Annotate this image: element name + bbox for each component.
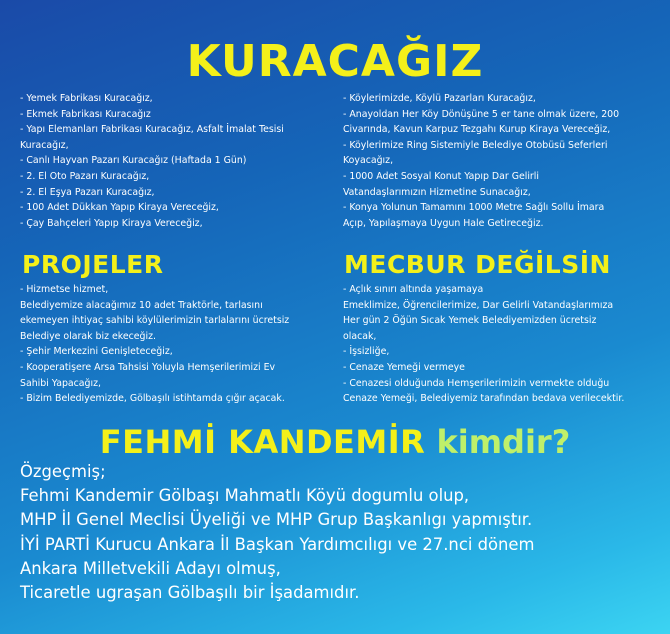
projeler-title: PROJELER [22, 250, 164, 279]
list-item: - 100 Adet Dükkan Yapıp Kiraya Vereceğiz, [20, 202, 219, 214]
list-item: - Anayoldan Her Köy Dönüşüne 5 er tane olmak üzere, 200 [343, 108, 620, 120]
list-item: Belediye olarak biz ekeceğiz. [20, 330, 156, 342]
list-item: - Bizim Belediyemizde, Gölbaşılı istihtamda çığır açacak. [20, 393, 285, 405]
list-item: Cenaze Yemeği, Belediyemiz tarafından bedava verilecektir. [343, 393, 625, 405]
list-item: - Canlı Hayvan Pazarı Kuracağız (Haftada 1 Gün) [20, 155, 247, 167]
list-item: - Yapı Elemanları Fabrikası Kuracağız, Asfalt İmalat Tesisi [20, 124, 284, 136]
list-item: - 2. El Eşya Pazarı Kuracağız, [20, 186, 155, 198]
list-item: - İşsizliğe, [343, 346, 390, 358]
list-item: - Konya Yolunun Tamamını 1000 Metre Sağlı Sollu İmara [343, 202, 605, 214]
list-item: - Yemek Fabrikası Kuracağız, [20, 93, 153, 104]
list-item: Belediyemize alacağımız 10 adet Traktörle, tarlasını [20, 299, 263, 311]
list-item: - Cenazesi olduğunda Hemşerilerimizin vermekte olduğu [343, 377, 610, 389]
kuracagiz-list-right [343, 91, 653, 231]
list-item: - Şehir Merkezini Genişleteceğiz, [20, 346, 173, 358]
list-item: - Kooperatişere Arsa Tahsisi Yoluyla Hemşerilerimizi Ev [20, 361, 276, 373]
list-item: - Ekmek Fabrikası Kuracağız [20, 108, 151, 120]
bio-line: MHP İl Genel Meclisi Üyeliği ve MHP Grup Başkanlıgı yapmıştır. [20, 510, 533, 530]
list-item: - Hizmetse hizmet, [20, 284, 109, 295]
kuracagiz-list-left [20, 91, 320, 231]
mecbur-title: MECBUR DEĞİLSİN [344, 250, 611, 279]
list-item: olacak, [343, 330, 377, 342]
candidate-name: FEHMİ KANDEMİR [99, 423, 426, 461]
bio-line: İYİ PARTİ Kurucu Ankara İl Başkan Yardımcılıgı ve 27.nci dönem [20, 534, 535, 554]
list-item: - 1000 Adet Sosyal Konut Yapıp Dar Gelirli [343, 170, 539, 182]
list-item: Açıp, Yapılaşmaya Uygun Hale Getireceğiz. [343, 217, 544, 229]
list-item: - Köylerimize Ring Sistemiyle Belediye Otobüsü Seferleri [343, 139, 608, 151]
list-item: Emeklimize, Öğrencilerimize, Dar Gelirli Vatandaşlarımıza [343, 299, 614, 311]
main-title: KURACAĞIZ [186, 36, 484, 87]
list-item: - Açlık sınırı altında yaşamaya [343, 284, 484, 295]
list-item: - Çay Bahçeleri Yapıp Kiraya Vereceğiz, [20, 217, 203, 229]
list-item: Koyacağız, [343, 155, 394, 167]
bio-line: Özgeçmiş; [20, 462, 106, 481]
list-item: Sahibi Yapacağız, [20, 377, 102, 389]
bio-line: Ticaretle ugraşan Gölbaşılı bir İşadamıdır. [20, 583, 360, 603]
list-item: Vatandaşlarımızın Hizmetine Sunacağız, [343, 186, 531, 198]
mecbur-list [343, 282, 663, 407]
list-item: Her gün 2 Öğün Sıcak Yemek Belediyemizden ücretsiz [343, 315, 597, 327]
list-item: - Köylerimizde, Köylü Pazarları Kuracağız, [343, 93, 536, 104]
who-heading [0, 422, 670, 462]
list-item: ekemeyen ihtiyaç sahibi köylülerimizin tarlalarını ücretsiz [20, 315, 290, 327]
list-item: Kuracağız, [20, 139, 69, 151]
list-item: - Cenaze Yemeği vermeye [343, 361, 465, 373]
bio-line: Ankara Milletvekili Adayı olmuş, [20, 558, 281, 578]
projeler-list [20, 282, 325, 407]
list-item: Civarında, Kavun Karpuz Tezgahı Kurup Kiraya Vereceğiz, [343, 124, 611, 136]
who-question: kimdir? [436, 423, 571, 461]
biography [20, 460, 660, 605]
list-item: - 2. El Oto Pazarı Kuracağız, [20, 170, 150, 182]
bio-line: Fehmi Kandemir Gölbaşı Mahmatlı Köyü dogumlu olup, [20, 486, 470, 506]
